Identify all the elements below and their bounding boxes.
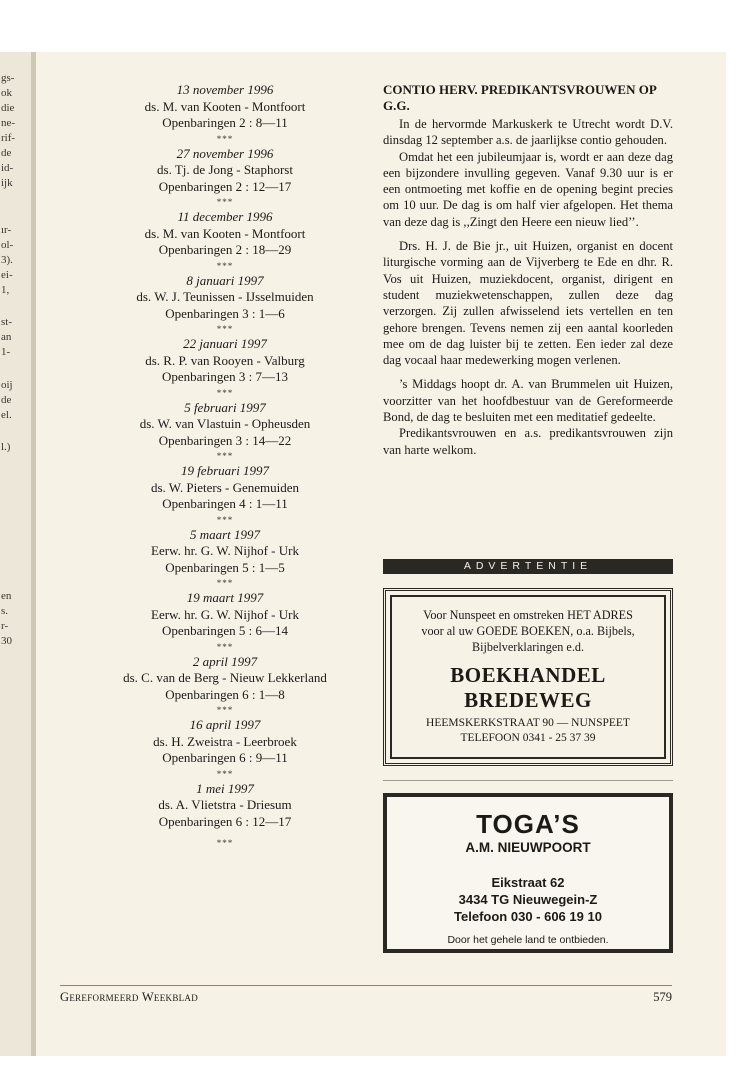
adjacent-page-fragment: 3). xyxy=(1,254,13,266)
toga-subtitle: A.M. NIEUWPOORT xyxy=(465,840,591,855)
entry-separator: *** xyxy=(216,705,234,715)
entry-speaker: ds. W. van Vlastuin - Opheusden xyxy=(139,416,311,431)
footer-title: Gereformeerd Weekblad xyxy=(60,990,199,1004)
adjacent-page-fragment: 1, xyxy=(1,284,10,296)
bookshop-name xyxy=(386,663,670,713)
entry-date: 16 april 1997 xyxy=(189,717,261,732)
entry-speaker: ds. H. Zweistra - Leerbroek xyxy=(153,733,297,749)
entry-speaker: ds. R. P. van Rooyen - Valburg xyxy=(145,352,305,368)
entry-speaker: ds. A. Vlietstra - Driesum xyxy=(158,797,292,812)
schedule-entry xyxy=(60,590,390,654)
schedule-entry xyxy=(60,82,390,146)
schedule-entry xyxy=(60,146,390,210)
adjacent-page-fragment: oij xyxy=(1,379,13,391)
adjacent-page-fragment: gs- xyxy=(1,72,15,84)
entry-scripture: Openbaringen 6 : 12—17 xyxy=(158,813,292,829)
schedule-entry xyxy=(60,463,390,527)
entry-speaker: ds. Tj. de Jong - Staphorst xyxy=(157,162,293,177)
divider xyxy=(383,780,673,781)
article-paragraph: ’s Middags hoopt dr. A. van Brummelen uit Huizen, voorzitter van het hoofdbestuur van de Gereformeerde Bond, de dag te besluiten met een meditatief gedeelte. xyxy=(383,377,673,425)
entry-date: 19 februari 1997 xyxy=(180,463,270,478)
entry-date: 8 januari 1997 xyxy=(186,272,264,288)
adjacent-page-margin xyxy=(0,52,34,1056)
schedule-entry xyxy=(60,781,390,851)
entry-speaker: ds. C. van de Berg - Nieuw Lekkerland xyxy=(123,670,327,685)
adjacent-page-fragment: 1- xyxy=(1,346,11,358)
entry-date: 2 april 1997 xyxy=(192,653,258,669)
entry-scripture: Openbaringen 6 : 1—8 xyxy=(165,686,285,702)
schedule-entry xyxy=(60,400,390,464)
bookshop-address: HEEMSKERKSTRAAT 90 — NUNSPEET xyxy=(426,717,630,729)
entry-date: 13 november 1996 xyxy=(176,82,274,97)
adjacent-page-fragment: st- xyxy=(1,316,12,328)
entry-speaker: ds. W. J. Teunissen - IJsselmuiden xyxy=(136,289,314,304)
bookshop-name-line: BREDEWEG xyxy=(464,688,592,712)
bookshop-intro-line: Voor Nunspeet en omstreken HET ADRES xyxy=(423,608,633,622)
adjacent-page-fragment: id- xyxy=(1,162,14,174)
schedule-entry xyxy=(60,527,390,591)
entry-date: 5 maart 1997 xyxy=(189,526,261,542)
toga-title: TOGA’S xyxy=(476,809,580,839)
article-paragraph: Predikantsvrouwen en a.s. predikantsvrouwen zijn van harte welkom. xyxy=(383,426,673,457)
entry-speaker: Eerw. hr. G. W. Nijhof - Urk xyxy=(151,606,299,622)
entry-separator: *** xyxy=(216,768,234,779)
entry-scripture: Openbaringen 6 : 9—11 xyxy=(162,750,288,765)
entry-scripture: Openbaringen 2 : 18—29 xyxy=(158,242,292,257)
adjacent-page-fragment: de xyxy=(1,394,12,406)
schedule-entry xyxy=(60,336,390,400)
article-paragraph: In de hervormde Markuskerk te Utrecht wordt D.V. dinsdag 12 september a.s. de jaarlijkse contio gehouden. xyxy=(383,117,673,148)
entry-date: 5 februari 1997 xyxy=(184,399,266,415)
entry-date: 27 november 1996 xyxy=(176,145,274,161)
schedule-entry xyxy=(60,273,390,337)
entry-separator: *** xyxy=(216,578,234,588)
article-column xyxy=(383,82,673,458)
entry-separator: *** xyxy=(216,387,234,398)
entry-speaker: ds. M. van Kooten - Montfoort xyxy=(144,98,306,114)
entry-separator: *** xyxy=(216,197,234,207)
entry-date: 1 mei 1997 xyxy=(196,780,254,796)
adjacent-page-fragment: die xyxy=(1,102,15,114)
adjacent-page-fragment: ei- xyxy=(1,269,13,281)
bookshop-name-line: BOEKHANDEL xyxy=(450,663,606,687)
adjacent-page-fragment: r- xyxy=(1,620,9,632)
adjacent-page-fragment: ır- xyxy=(1,224,12,236)
adjacent-page-fragment: 30 xyxy=(1,635,12,647)
adjacent-page-fragment: en xyxy=(1,590,12,602)
page-number: 579 xyxy=(653,990,672,1004)
entry-separator: *** xyxy=(216,641,234,652)
entry-separator: *** xyxy=(216,260,234,271)
entry-separator: *** xyxy=(216,451,234,461)
bookshop-phone: TELEFOON 0341 - 25 37 39 xyxy=(460,732,596,744)
entry-scripture: Openbaringen 3 : 1—6 xyxy=(165,305,285,321)
bookshop-intro-line: Bijbelverklaringen e.d. xyxy=(471,640,585,654)
entry-scripture: Openbaringen 5 : 6—14 xyxy=(161,623,288,638)
adjacent-page-fragment: el. xyxy=(1,409,12,421)
toga-note: Door het gehele land te ontbieden. xyxy=(447,934,609,946)
entry-speaker: ds. M. van Kooten - Montfoort xyxy=(144,225,306,241)
entry-scripture: Openbaringen 5 : 1—5 xyxy=(165,559,285,575)
entry-date: 22 januari 1997 xyxy=(183,336,267,351)
schedule-entry xyxy=(60,717,390,781)
adjacent-page-fragment: an xyxy=(1,331,12,343)
toga-phone: Telefoon 030 - 606 19 10 xyxy=(454,909,602,924)
entry-separator: *** xyxy=(216,514,234,525)
sermon-schedule xyxy=(60,82,390,850)
entry-separator: *** xyxy=(216,133,234,144)
toga-advert xyxy=(383,793,673,953)
adjacent-page-fragment: ol- xyxy=(1,239,14,251)
article-paragraph: Omdat het een jubileumjaar is, wordt er aan deze dag een bijzondere invulling gegeven. Vanaf 9.30 uur is er een ontmoeting met koffie en de opening begint precies om 10 uur. De dag is om half vier afgelopen. Het thema van deze dag is ,,Zingt den Heere een nieuw lied’’. xyxy=(383,149,673,229)
schedule-entry xyxy=(60,209,390,273)
entry-separator: *** xyxy=(216,838,234,848)
entry-scripture: Openbaringen 3 : 14—22 xyxy=(158,432,292,448)
entry-speaker: Eerw. hr. G. W. Nijhof - Urk xyxy=(151,543,299,558)
adjacent-page-fragment: s. xyxy=(1,605,9,617)
bookshop-intro xyxy=(386,607,670,655)
entry-separator: *** xyxy=(216,324,234,334)
entry-date: 11 december 1996 xyxy=(177,209,273,224)
article-heading: CONTIO HERV. PREDIKANTSVROUWEN OP G.G. xyxy=(383,82,657,113)
entry-scripture: Openbaringen 2 : 12—17 xyxy=(158,178,292,194)
footer-rule xyxy=(60,985,672,986)
article-paragraph: Drs. H. J. de Bie jr., uit Huizen, organist en docent liturgische vorming aan de Vijverberg te Ede en dhr. R. Vos uit Huizen, muziekdocent, organist, dirigent en student muziekwetenschappen, zullen deze dag verzorgen. Zij zullen afwisselend iets vertellen en ten gehore brengen. Tevens nemen zij een aantal koorleden mee om de dag luister bij te zetten. Een ieder zal deze dag vocaal haar medewerking mogen verlenen. xyxy=(383,239,673,368)
adjacent-page-fragment: l.) xyxy=(1,441,11,453)
adjacent-page-fragment: ijk xyxy=(1,177,13,189)
adjacent-page-fragment: de xyxy=(1,147,12,159)
entry-date: 19 maart 1997 xyxy=(186,590,264,605)
adjacent-page-fragment: rif- xyxy=(1,132,16,144)
toga-street: Eikstraat 62 xyxy=(491,875,565,890)
toga-city: 3434 TG Nieuwegein-Z xyxy=(458,892,598,907)
adjacent-page-fragment: ok xyxy=(1,87,12,99)
entry-scripture: Openbaringen 4 : 1—11 xyxy=(162,496,288,511)
bookshop-advert xyxy=(383,588,673,766)
entry-speaker: ds. W. Pieters - Genemuiden xyxy=(150,479,300,495)
entry-scripture: Openbaringen 2 : 8—11 xyxy=(162,115,288,130)
entry-scripture: Openbaringen 3 : 7—13 xyxy=(161,369,288,384)
adjacent-page-fragment: ne- xyxy=(1,117,16,129)
schedule-entry xyxy=(60,654,390,718)
advertentie-banner: ADVERTENTIE xyxy=(383,559,673,574)
bookshop-intro-line: voor al uw GOEDE BOEKEN, o.a. Bijbels, xyxy=(421,624,635,638)
